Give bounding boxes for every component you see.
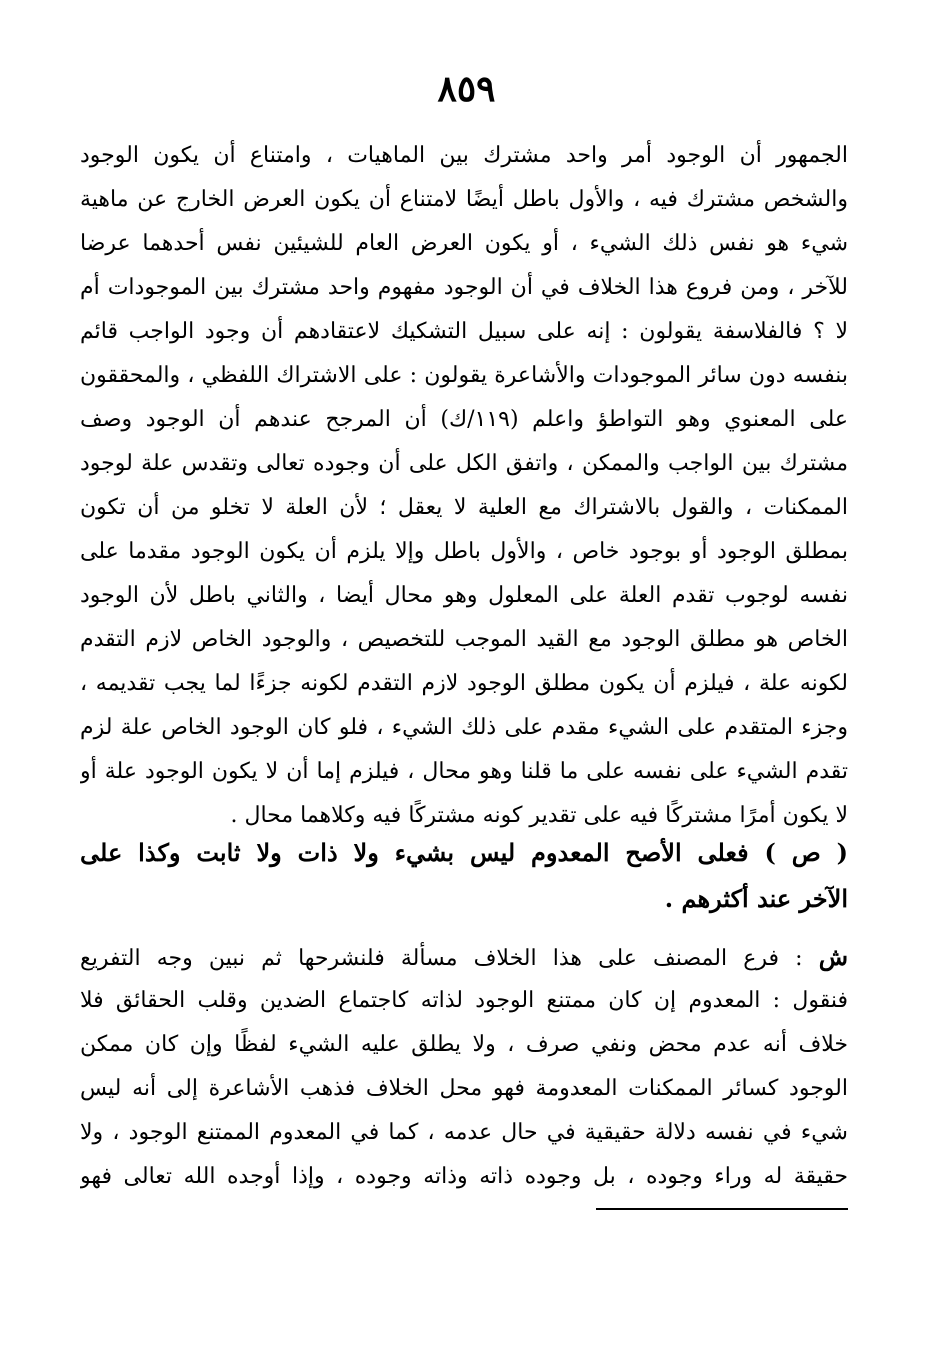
text-line (80, 935, 848, 979)
text-line: تقدم الشيء على نفسه على ما قلنا وهو محال ، فيلزم إما أن لا يكون الوجود علة أو (80, 759, 848, 784)
text-line: لا ؟ فالفلاسفة يقولون : إنه على سبيل التشكيك لاعتقادهم أن وجود الواجب قائم (80, 319, 848, 344)
text-line: فنقول : المعدوم إن كان ممتنع الوجود لذاته كاجتماع الضدين وقلب الحقائق فلا (80, 988, 848, 1013)
text-line: والشخص مشترك فيه ، والأول باطل أيضًا لامتناع أن يكون العرض الخارج عن ماهية (80, 187, 848, 212)
text-line: وجزء المتقدم على الشيء مقدم على ذلك الشيء ، فلو كان الوجود الخاص علة لزم (80, 715, 848, 740)
text-line: الوجود كسائر الممكنات المعدومة فهو محل الخلاف فذهب الأشاعرة إلى أنه ليس (80, 1076, 848, 1101)
sharh-paragraph (80, 935, 848, 1199)
text-line: بمطلق الوجود أو بوجود خاص ، والأول باطل وإلا يلزم أن يكون الوجود مقدما على (80, 539, 848, 564)
text-line: لكونه علة ، فيلزم أن يكون مطلق الوجود لازم التقدم لكونه جزءًا لما يجب تقديمه ، (80, 671, 848, 696)
text-line: شيء في نفسه دلالة حقيقية في حال عدمه ، كما في المعدوم الممتنع الوجود ، ولا (80, 1120, 848, 1145)
text-line: بنفسه دون سائر الموجودات والأشاعرة يقولون : على الاشتراك اللفظي ، والمحققون (80, 363, 848, 388)
text-line: حقيقة له وراء وجوده ، بل وجوده ذاته وذاته وجوده ، وإذا أوجده الله تعالى فهو (80, 1164, 848, 1189)
text-line: خلاف أنه عدم محض ونفي صرف ، ولا يطلق عليه الشيء لفظًا وإن كان ممكن (80, 1032, 848, 1057)
text-line: مشترك بين الواجب والممكن ، واتفق الكل على أن وجوده تعالى وتقدس علة لوجود (80, 451, 848, 476)
text-line: لا يكون أمرًا مشتركًا فيه على تقدير كونه مشتركًا فيه وكلاهما محال . (230, 803, 848, 828)
footnote-divider (596, 1208, 848, 1210)
text-line: الجمهور أن الوجود أمر واحد مشترك بين الماهيات ، وامتناع أن يكون الوجود (80, 143, 848, 168)
text-line: للآخر ، ومن فروع هذا الخلاف في أن الوجود مفهوم واحد مشترك بين الموجودات أم (80, 275, 848, 300)
commentary-paragraph (80, 134, 848, 838)
matn-line: ( ص ) فعلى الأصح المعدوم ليس بشيء ولا ذات ولا ثابت وكذا على (80, 838, 848, 867)
matn-line: الآخر عند أكثرهم . (664, 884, 848, 913)
text-line: شيء هو نفس ذلك الشيء ، أو يكون العرض العام للشيئين نفس أحدهما عرضا (80, 231, 848, 256)
text-line: نفسه لوجوب تقدم العلة على المعلول وهو محال أيضا ، والثاني باطل لأن الوجود (80, 583, 848, 608)
sharh-label: ش (818, 942, 848, 971)
text-line: الخاص هو مطلق الوجود مع القيد الموجب للتخصيص ، والوجود الخاص لازم التقدم (80, 627, 848, 652)
page-number: ٨٥٩ (437, 68, 496, 110)
matn-paragraph (80, 830, 848, 922)
text-line: الممكنات ، والقول بالاشتراك مع العلية لا يعقل ؛ لأن العلة لا تخلو من أن تكون (80, 495, 848, 520)
text-line-rest: : فرع المصنف على هذا الخلاف مسألة فلنشرحها ثم نبين وجه التفريع (80, 946, 819, 971)
text-line: على المعنوي وهو التواطؤ واعلم (١١٩/ك) أن المرجح عندهم أن الوجود وصف (80, 407, 848, 432)
